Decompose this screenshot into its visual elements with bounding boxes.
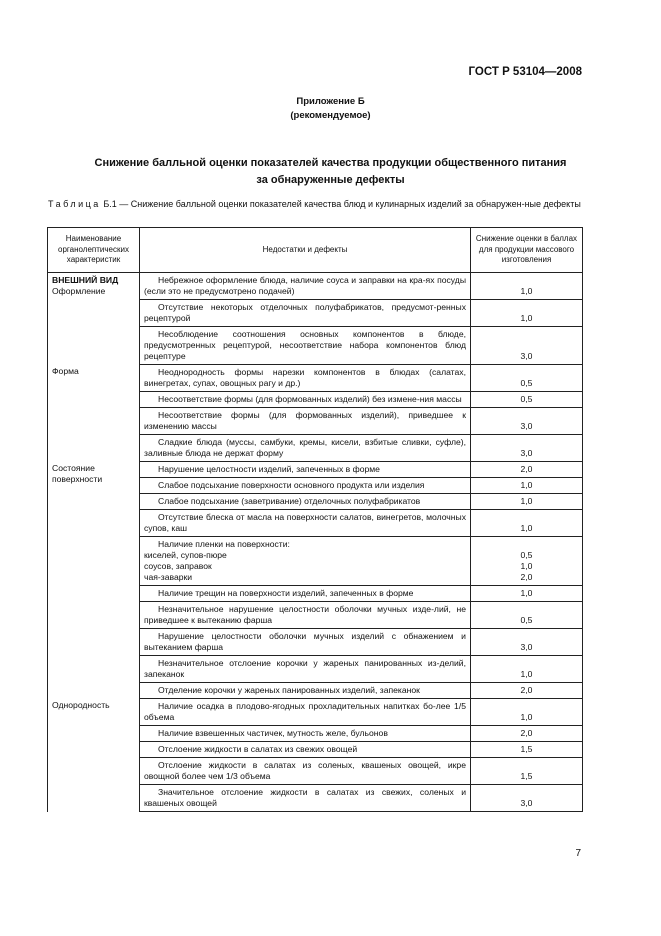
defect-text: Наличие трещин на поверхности изделий, запеченных в форме: [158, 587, 414, 598]
defect-cell: [140, 273, 471, 300]
defect-subitem: чая-заварки: [144, 571, 193, 582]
defect-cell: [140, 327, 471, 365]
score-value: 1,0: [520, 560, 533, 571]
score-cell: [471, 462, 583, 478]
score-value: 1,0: [520, 312, 533, 323]
defect-text: Незначительное отслоение корочки у жареных панированных из-делий, запеканок: [144, 657, 466, 679]
score-cell: [471, 656, 583, 683]
score-cell: [471, 273, 583, 300]
score-value: 2,0: [520, 727, 533, 738]
defect-text: Незначительное нарушение целостности оболочки мучных изде-лий, не приведшее к вытеканию фарша: [144, 603, 466, 625]
heading-line-1: Снижение балльной оценки показателей качества продукции общественного питания: [94, 157, 567, 169]
table-row: [48, 699, 583, 726]
defect-text: Несоответствие формы (для формованных изделий), приведшее к изменению массы: [144, 409, 466, 431]
defect-cell: [140, 462, 471, 478]
defect-text: Сладкие блюда (муссы, самбуки, кремы, кисели, взбитые сливки, суфле), заливные блюда не держат форму: [144, 436, 466, 458]
score-value: 2,0: [520, 684, 533, 695]
score-value: 0,5: [520, 614, 533, 625]
table-caption: [48, 198, 588, 210]
score-value: 3,0: [520, 641, 533, 652]
score-value: 2,0: [520, 571, 533, 582]
characteristic-name: Однородность: [52, 700, 110, 710]
defect-text: Слабое подсыхание (заветривание) отделочных полуфабрикатов: [158, 495, 421, 506]
score-cell: [471, 683, 583, 699]
defect-text: Нарушение целостности оболочки мучных изделий с обнажением и вытеканием фарша: [144, 630, 466, 652]
score-cell: [471, 392, 583, 408]
score-cell: [471, 629, 583, 656]
defect-text: Наличие взвешенных частичек, мутность желе, бульонов: [158, 727, 388, 738]
page-number: 7: [575, 848, 581, 859]
header-characteristic: Наименование органолептических характеристик: [48, 228, 140, 273]
defect-cell: [140, 586, 471, 602]
defect-cell: [140, 510, 471, 537]
annex-block: [0, 95, 661, 123]
defect-text: Отслоение жидкости в салатах из соленых, квашеных овощей, икре овощной более чем 1/3 объема: [144, 759, 466, 781]
score-value: 3,0: [520, 797, 533, 808]
defect-subitem: соусов, заправок: [144, 560, 212, 571]
table-body: [48, 273, 583, 812]
defect-cell: [140, 629, 471, 656]
section-title: ВНЕШНИЙ ВИД: [52, 274, 119, 285]
score-cell: [471, 435, 583, 462]
defect-cell: [140, 408, 471, 435]
score-cell: [471, 785, 583, 812]
defect-cell: [140, 699, 471, 726]
characteristic-cell: [48, 462, 140, 699]
score-value: 0,5: [520, 393, 533, 404]
score-value: 1,0: [520, 711, 533, 722]
defect-cell: [140, 758, 471, 785]
defect-cell: [140, 537, 471, 586]
defect-text: Наличие осадка в плодово-ягодных прохладительных напитках бо-лее 1/5 объема: [144, 700, 466, 722]
annex-status: (рекомендуемое): [290, 110, 371, 121]
section-heading: [40, 155, 621, 189]
score-value: 3,0: [520, 447, 533, 458]
defect-cell: [140, 478, 471, 494]
defect-cell: [140, 742, 471, 758]
defect-subitem: киселей, супов-пюре: [144, 549, 227, 560]
score-cell: [471, 365, 583, 392]
annex-title: Приложение Б: [296, 96, 365, 107]
defect-cell: [140, 726, 471, 742]
defect-cell: [140, 683, 471, 699]
score-cell: [471, 742, 583, 758]
table-caption-text: Б.1 — Снижение балльной оценки показателей качества блюд и кулинарных изделий за обнаружен-ные дефекты: [103, 199, 581, 209]
table-row: [48, 365, 583, 392]
score-value: 3,0: [520, 350, 533, 361]
defect-text: Отсутствие блеска от масла на поверхности салатов, винегретов, молочных супов, каш: [144, 511, 466, 533]
defect-cell: [140, 300, 471, 327]
characteristic-cell: [48, 365, 140, 462]
defect-text: Отслоение жидкости в салатах из свежих овощей: [158, 743, 358, 754]
score-cell: [471, 726, 583, 742]
defect-text: Несоответствие формы (для формованных изделий) без измене-ния массы: [158, 393, 462, 404]
header-reduction: Снижение оценки в баллах для продукции массового изготовления: [471, 228, 583, 273]
score-cell: [471, 699, 583, 726]
score-cell: [471, 300, 583, 327]
score-value: 1,5: [520, 743, 533, 754]
score-value: 0,5: [520, 549, 533, 560]
score-cell: [471, 408, 583, 435]
score-value: 1,0: [520, 285, 533, 296]
score-value: 1,0: [520, 479, 533, 490]
characteristic-name: Оформление: [52, 285, 106, 296]
defect-text: Наличие пленки на поверхности:: [158, 538, 290, 549]
table-row: [48, 273, 583, 300]
score-value: 1,0: [520, 668, 533, 679]
score-cell: [471, 586, 583, 602]
defect-text: Отделение корочки у жареных панированных изделий, запеканок: [158, 684, 420, 695]
defect-cell: [140, 602, 471, 629]
score-cell: [471, 478, 583, 494]
header-defect: Недостатки и дефекты: [140, 228, 471, 273]
defect-cell: [140, 392, 471, 408]
defect-text: Слабое подсыхание поверхности основного продукта или изделия: [158, 479, 425, 490]
heading-line-2: за обнаруженные дефекты: [256, 174, 405, 186]
defect-cell: [140, 656, 471, 683]
score-cell: [471, 602, 583, 629]
defect-text: Значительное отслоение жидкости в салатах из свежих, соленых и квашеных овощей: [144, 786, 466, 808]
score-value: 0,5: [520, 377, 533, 388]
defect-cell: [140, 494, 471, 510]
score-cell: [471, 510, 583, 537]
defect-text: Несоблюдение соотношения основных компонентов в блюде, предусмотренных рецептурой, несоответствие набора компонентов блюд рецептуре: [144, 328, 466, 361]
defect-text: Небрежное оформление блюда, наличие соуса и заправки на кра-ях посуды (если это не предусмотрено подачей): [144, 274, 466, 296]
score-value: 2,0: [520, 463, 533, 474]
score-cell: [471, 327, 583, 365]
defect-cell: [140, 435, 471, 462]
score-value: 1,0: [520, 522, 533, 533]
score-value: 1,5: [520, 770, 533, 781]
defects-table: [47, 227, 583, 812]
defect-text: Отсутствие некоторых отделочных полуфабрикатов, предусмот-ренных рецептурой: [144, 301, 466, 323]
score-cell: [471, 537, 583, 586]
table-header-row: [48, 228, 583, 273]
score-value: 1,0: [520, 587, 533, 598]
table-row: [48, 462, 583, 478]
characteristic-cell: [48, 699, 140, 812]
score-cell: [471, 758, 583, 785]
characteristic-name: Состояние поверхности: [52, 463, 103, 484]
score-value: 1,0: [520, 495, 533, 506]
table-caption-prefix: Таблица: [48, 199, 101, 209]
score-value: 3,0: [520, 420, 533, 431]
defect-text: Нарушение целостности изделий, запеченных в форме: [158, 463, 380, 474]
characteristic-cell: [48, 273, 140, 365]
standard-number: ГОСТ Р 53104—2008: [468, 66, 582, 78]
score-cell: [471, 494, 583, 510]
defect-cell: [140, 365, 471, 392]
defect-cell: [140, 785, 471, 812]
defect-text: Неоднородность формы нарезки компонентов в блюдах (салатах, винегретах, супах, овощных рагу и др.): [144, 366, 466, 388]
characteristic-name: Форма: [52, 366, 79, 376]
